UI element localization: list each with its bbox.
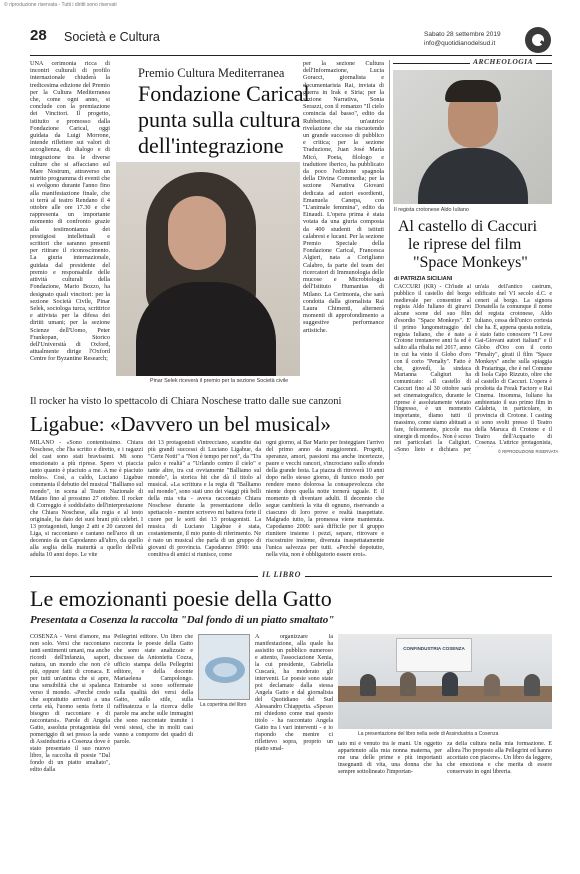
libro-label: IL LIBRO	[258, 570, 305, 579]
archeologia-title-line3: "Space Monkeys"	[413, 254, 528, 271]
ligabue-kicker: Il rocker ha visto lo spettacolo di Chiara Noschese tratto dalle sue canzoni	[30, 396, 342, 407]
event-photo	[338, 634, 552, 729]
archeologia-rights: © RIPRODUZIONE RISERVATA	[498, 449, 559, 454]
header-email: info@quotidianodelsud.it	[424, 40, 496, 47]
header-rule	[30, 55, 552, 56]
ligabue-col1: MILANO - «Sono contentissimo. Chiara Noschese, che l'ha scritto e diretto, e i ragazzi del cast sono stati bravissimi. Mi sono emozionato a più riprese. Spero vi piaccia tanto quanto è piaciuto a me. A me è piaciuto molto». Così, a caldo, Luciano Ligabue commenta il debutto del musical "Balliamo sul mondo", in scena al Teatro Nazionale di Milano fino al prossimo 27 ottobre. Il rocker di Correggio è soddisfatto dell'interpretazione che Chiara Noschese, alla regia e al testo originale, ha dato dei suoi brani più celebri. I 13 protagonisti, lungo 2 atti e 20 canzoni del Liga, si raccontano e cantano nell'arco di un decennio da un Capodanno all'altro, da quello alla soglia della maturità a quello dell'età adulta 10 anni dopo. Le vite	[30, 440, 143, 558]
premio-col1: UNA cerimonia ricca di incontri culturali di profilo internazionale chiuderà la tredicesima edizione del Premio per la Cultura Mediterranea che, come ogni anno, si conclude con la premiazione dei Vincitori. Il progetto, istituito e promosso dalla Fondazione Carical, oggi guidata da Luigi Morrone, intende riflettere sui valori di accoglienza, di dialogo e di integrazione tra le diverse culture che si affacciano sul Mare Nostrum, attraverso un nutrito programma di eventi che si svolgono durante l'anno fino alla manifestazione finale, che si terrà al teatro Rendano il 4 ottobre alle ore 17.30 e che rappresenta un importante momento di confronto grazie alla testimonianza dei prestigiosi intellettuali e scrittori che saranno presenti per ritirare il riconoscimento. La giuria internazionale, guidata dal presidente del premio e responsabile delle attività culturali della Fondazione, Mario Bozzo, ha designato quali vincitori: per la sezione Società Civile, Pinar Selek, sociologa turca, scrittrice e attivista per la difesa dei diritti umani; per la sezione Scienze dell'Uomo, Peter Frankopan, Storico dell'Università di Oxford, attualmente dirige l'Oxford Centre for Byzantine Research;	[30, 60, 110, 363]
archeologia-title-line2: le riprese del film	[408, 236, 522, 253]
premio-col3: per la sezione Cultura dell'Informazione, Lucia Goracci, giornalista e documentarista Rai, inviata di guerra in Irak e Siria; per la sezione Narrativa, Sonia Serazzi, con il romanzo "Il cielo comincia dal basso", edito da Rubbettino, un'autrice rivelazione che sta riscuotendo un grande successo di pubblico e critica; per la sezione Traduzione, Juan José María Micó, Poeta, filologo e traduttore iberico, ha pubblicato da poco l'edizione spagnola della Divina Commedia; per la sezione Narrativa Giovani dedicata ad autori esordienti, Emanuela Canepa, con "L'animale femmina", edito da Einaudi. L'opera prima è stata votata da una giuria composta da 400 studenti di istituti calabresi e lucani. Per la sezione Premio Speciale della Fondazione Carical, Francesca Algieri, nata a Corigliano Calabro, fa parte del team dei ricercatori di Immunologia delle mucose e Microbiologia dell'Istituto Humanitas di Milano. La Cerimonia, che sarà condotta dalla giornalista Rai Laura Chimenti, alternerà momenti di approfondimento a suggestive performance artistiche.	[303, 60, 384, 334]
newspaper-logo-icon	[525, 27, 551, 53]
libro-col4: tato mi è venuto tra le mani. Un oggetto appartenuto alla mia nonna materna, per me una delle prime e più importanti insegnanti di vita, una donna che ha sempre sottolineato l'importan-	[338, 741, 442, 775]
column-divider	[389, 60, 390, 460]
event-banner-text: CONFINDUSTRIA COSENZA	[403, 646, 465, 651]
ligabue-title: Ligabue: «Davvero un bel musical»	[30, 412, 331, 436]
archeologia-photo-caption: Il regista crotonese Aldo Iuliano	[394, 207, 469, 213]
section-title: Società e Cultura	[64, 30, 160, 44]
libro-col1: COSENZA - Versi d'amore, ma non solo. Versi che raccontano tanti sentimenti umani, ma anche ricordi dell'infanzia, sapori, natura, un mondo che non c'è più, oppure fatti di cronaca. E per tutti un'anima che si apre, una sensibilità che si spalanca verso il mondo. «Perché credo che soprattutto arrivati a una certa età, l'uomo senta forte il bisogno di raccontare e di raccontarsi». Parole di Angela Gatto, assoluta protagonista del pomeriggio di set presso la sede di Assindustria a Cosenza dove è stato presentato il suo nuovo libro, la raccolta di poesie "Dal fondo di un piatto smaltato", edito dalla	[30, 634, 110, 773]
ligabue-col3: ogni giorno, al Bar Mario per festeggiare l'arrivo del primo anno da maggiorenni. Progetti, speranze, amori, passioni ma anche incertezze, paure e vecchi rancori, s'incrociano sullo sfondo della grande festa. La piazza di ritroverà 10 anni dopo nello stesso giorno, di funico modo per rendere meno dolorosa la consapevolezza che niente dopo quella notte tornerà uguale. E il momento di diventare adulti. Il decennio che segue cambierà la vita di ognuno, riservando a ciascuno di loro prove e realtà inaspettate. Malgrado tutto, la promessa viene mantenuta. Capodanno 2000: sarà difficile per il gruppo riunitere insieme i pezzi, separe, ritrovare e riscostruire insieme, divenuta inaspettatamente l'unica salvezza per tutti. «Perché dopotutto, nella vita, non è obbligatorio essere eroi».	[266, 440, 384, 558]
libro-col3: A organizzare la manifestazione, alla quale ha assistito un pubblico numeroso e attento, l'associazione Xenia, la cui presidente, Gabriella Cuscarà, ha moderato gli interventi. Le poesie sono state poi declamate dalla stessa Angela Gatto e dal giornalista del Quotidiano del Sud Alessandro Chiappetta. «Spesso mi chiedono come mai questo titolo - ha raccontato Angela Gatto tra i vari interventi - e io rispondo che mentre ci riflettevo sopra, proprio un piatto smal-	[255, 634, 333, 752]
archeologia-title-line1: Al castello di Caccuri	[398, 218, 538, 235]
premio-title-line2: punta sulla cultura	[138, 107, 301, 132]
libro-subtitle: Presentata a Cosenza la raccolta "Dal fondo di un piatto smaltato"	[30, 614, 335, 626]
libro-col5: za della cultura nella mia formazione. E allora l'ho proposto alla Pellegrini ed hanno accettato con piacere». Un libro da leggere, che emoziona e che merita di essere conservato in ogni libreria.	[447, 741, 552, 775]
book-cover-image	[198, 634, 250, 700]
pinar-selek-photo	[116, 162, 300, 376]
archeologia-label: ARCHEOLOGIA	[470, 57, 536, 66]
archeologia-byline: di PATRIZIA SICILIANI	[394, 276, 453, 282]
event-photo-caption: La presentazione del libro nella sede di Assindustria a Cosenza	[358, 731, 499, 737]
premio-title-line1: Fondazione Carical	[138, 81, 310, 106]
libro-col2: Pellegrini editore. Un libro che racconta le poesie della Gatto che sono state analizzate e discusse da Antonietta Cozza, ufficio stampa della Pellegrini editore, e della docente Mariaelena Campolongo. Entrambe si sono soffermate sulla qualità dei versi della Gatto, sullo stile, sulla raffinatezza e la ricerca delle parole ma anche sulle immagini che sono raccontate tramite i versi stessi, che in molti casi vanno a comporre dei quadri di parole.	[114, 634, 193, 745]
premio-title-line3: dell'integrazione	[138, 133, 284, 158]
book-cover-caption: La copertina del libro	[200, 702, 247, 708]
libro-title: Le emozionanti poesie della Gatto	[30, 586, 332, 611]
archeologia-col1: CACCURI (KR) - Ch'iude al pubblico il castello del borgo medievale per consentire al regista Aldo Iuliano di girarvi alcune scene del suo film d'esordio "Space Monkeys". E' il primo lungometraggio del regista Iuliano, che è nato a Crotone trentanove anni fa ed è salito alla ribalta nel 2017, anno in cui ha vinto il Globo d'oro con il corto "Penalty". Fatto è che, giovedì, la sindaca Marianna Caligiuri ha comunicato: «Il castello di Caccuri fino al 30 ottobre sarà set cinematografico, durante le riprese è assolutamente vietato l'ingresso, è un momento importante, diamo tutti il massimo, come siamo abituati a fare, felicemente, piccole ma sinergie di mondo». Non è sceso nei particolari la Caligiuri. «Sono lieto e dichiara per	[394, 284, 471, 454]
page-number: 28	[30, 27, 47, 44]
ligabue-col2: dei 13 protagonisti s'intrecciano, scandite dai più grandi successi di Luciano Ligabue, da "Certe Notti" a "Non è tempo per noi", da "Tra palco e realtà" a "Urlando contro il cielo" e tante altre, tra cui ovviamente "Balliamo sul mondo", la storica hit che dà il titolo al musical. «La scrittura e la regia di "Balliamo sul mondo", sono stati uno dei viaggi più belli della mia vita - aveva raccontato Chiara Noschese durante la presentazione dello spettacolo - mentre scrivevo mi batteva forte il cuore per le sorti dei 13 protagonisti. La musica di Luciano Ligabue è stata, costantemente, il mio punto di riferimento. Ne è nato un musical che parla di un gruppo di giovani di provincia. Capodanno 1990: una comitiva di amici si riunisce, come	[148, 440, 261, 558]
header-date: Sabato 28 settembre 2019	[424, 31, 501, 38]
aldo-iuliano-photo	[393, 70, 552, 204]
archeologia-col2: un'ala dell'antico castrum, edificato nel VI secolo d.C. e ceneri al borgo. La signora Donatella fa comunque il nome del regista crotonese, Aldo Iuliano, cessa dell'unico cortesia che ha. È, appena questa notizia, è stato fatto conoscere "I Love Gai-Giovani autori italiani" e il Globo d'Oro con il corto "Penalty", girati il film "Space Monkeys" anche sulla spiaggia di Praiaringa, che è nel Comune di Isola Capo Rizzuto, oltre che al castello di Caccuri. L'opera è prodotta da Freak Factory e Rai Cinema. Insomma, Iuliano ha ambientato il suo primo film in Calabria, in particolare, in provincia di Crotone. I casting si sono svolti presso il Teatro della Maruca di Crotone e il Teatro dell'Acquario di Cosenza. L'attrice protagonista,	[475, 284, 552, 447]
premio-kicker: Premio Cultura Mediterranea	[138, 66, 285, 80]
premio-photo-caption: Pinar Selek riceverà il premio per la sezione Società civile	[150, 378, 289, 384]
watermark-text: © riproduzione riservata - Tutti i diritti sono riservati	[4, 2, 117, 8]
